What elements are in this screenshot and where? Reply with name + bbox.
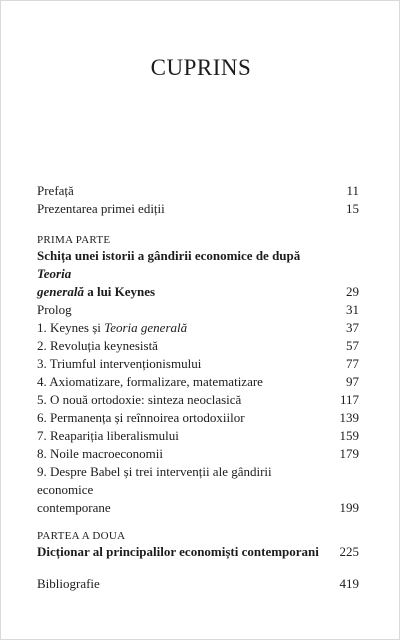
toc-entry-page: 97 <box>346 374 359 389</box>
part-one-label: PRIMA PARTE <box>37 234 111 246</box>
toc-entry-label: 7. Reapariția liberalismului <box>37 428 179 443</box>
toc-entry-page: 37 <box>346 320 359 335</box>
toc-entry-page: 139 <box>339 410 359 425</box>
toc-entry-page: 31 <box>346 302 359 317</box>
toc-entry-label: 3. Triumful intervenționismului <box>37 356 202 371</box>
toc-entry-bibliografie <box>37 575 359 593</box>
toc-entry-chapter-6 <box>37 409 359 427</box>
toc-entry-chapter-7 <box>37 427 359 445</box>
toc-entry-prezentarea <box>37 200 359 218</box>
toc-entry-page: 29 <box>346 284 359 299</box>
toc-entry-chapter-4 <box>37 373 359 391</box>
toc-entry-page: 11 <box>346 183 359 198</box>
part-two-label: PARTEA A DOUA <box>37 530 126 542</box>
toc-entry-label-cont: contemporane <box>37 500 111 515</box>
toc-entry-chapter-2 <box>37 337 359 355</box>
toc-entry-page: 199 <box>339 500 359 515</box>
toc-entry-chapter-3 <box>37 355 359 373</box>
part-two-title <box>37 543 359 561</box>
toc-entry-page: 225 <box>339 544 359 559</box>
toc-entry-chapter-1 <box>37 319 359 337</box>
toc-entry-page: 77 <box>346 356 359 371</box>
toc-entry-chapter-5 <box>37 391 359 409</box>
toc-entry-label: Bibliografie <box>37 576 100 591</box>
toc-entry-label: 5. O nouă ortodoxie: sinteza neoclasică <box>37 392 242 407</box>
toc-entry-label: Dicționar al principalilor economiști contemporani <box>37 544 319 559</box>
toc-entry-page: 179 <box>339 446 359 461</box>
table-of-contents <box>37 182 359 593</box>
toc-entry-label: 4. Axiomatizare, formalizare, matematizare <box>37 374 263 389</box>
toc-entry-page: 419 <box>339 576 359 591</box>
part-one-title <box>37 247 359 301</box>
page-title: CUPRINS <box>150 55 252 80</box>
toc-entry-label: 9. Despre Babel și trei intervenții ale gândirii economice <box>37 464 272 497</box>
toc-entry-label: 6. Permanența și reînnoirea ortodoxiilor <box>37 410 245 425</box>
toc-entry-label: Prolog <box>37 302 72 317</box>
toc-entry-label: Prezentarea primei ediții <box>37 201 165 216</box>
toc-entry-label: 1. Keynes și Teoria generală <box>37 320 188 335</box>
toc-entry-page: 57 <box>346 338 359 353</box>
toc-entry-label: Prefață <box>37 183 74 198</box>
toc-entry-prolog <box>37 301 359 319</box>
toc-entry-page: 159 <box>339 428 359 443</box>
part-one-title-line2: generală a lui Keynes <box>37 284 156 299</box>
toc-entry-chapter-8 <box>37 445 359 463</box>
toc-entry-label: 2. Revoluția keynesistă <box>37 338 158 353</box>
part-one-title-line1: Schița unei istorii a gândirii economice de după Teoria <box>37 248 301 281</box>
toc-entry-page: 15 <box>346 201 359 216</box>
toc-entry-chapter-9 <box>37 463 359 517</box>
toc-entry-page: 117 <box>339 392 359 407</box>
toc-entry-prefata <box>37 182 359 200</box>
toc-entry-label: 8. Noile macroeconomii <box>37 446 163 461</box>
